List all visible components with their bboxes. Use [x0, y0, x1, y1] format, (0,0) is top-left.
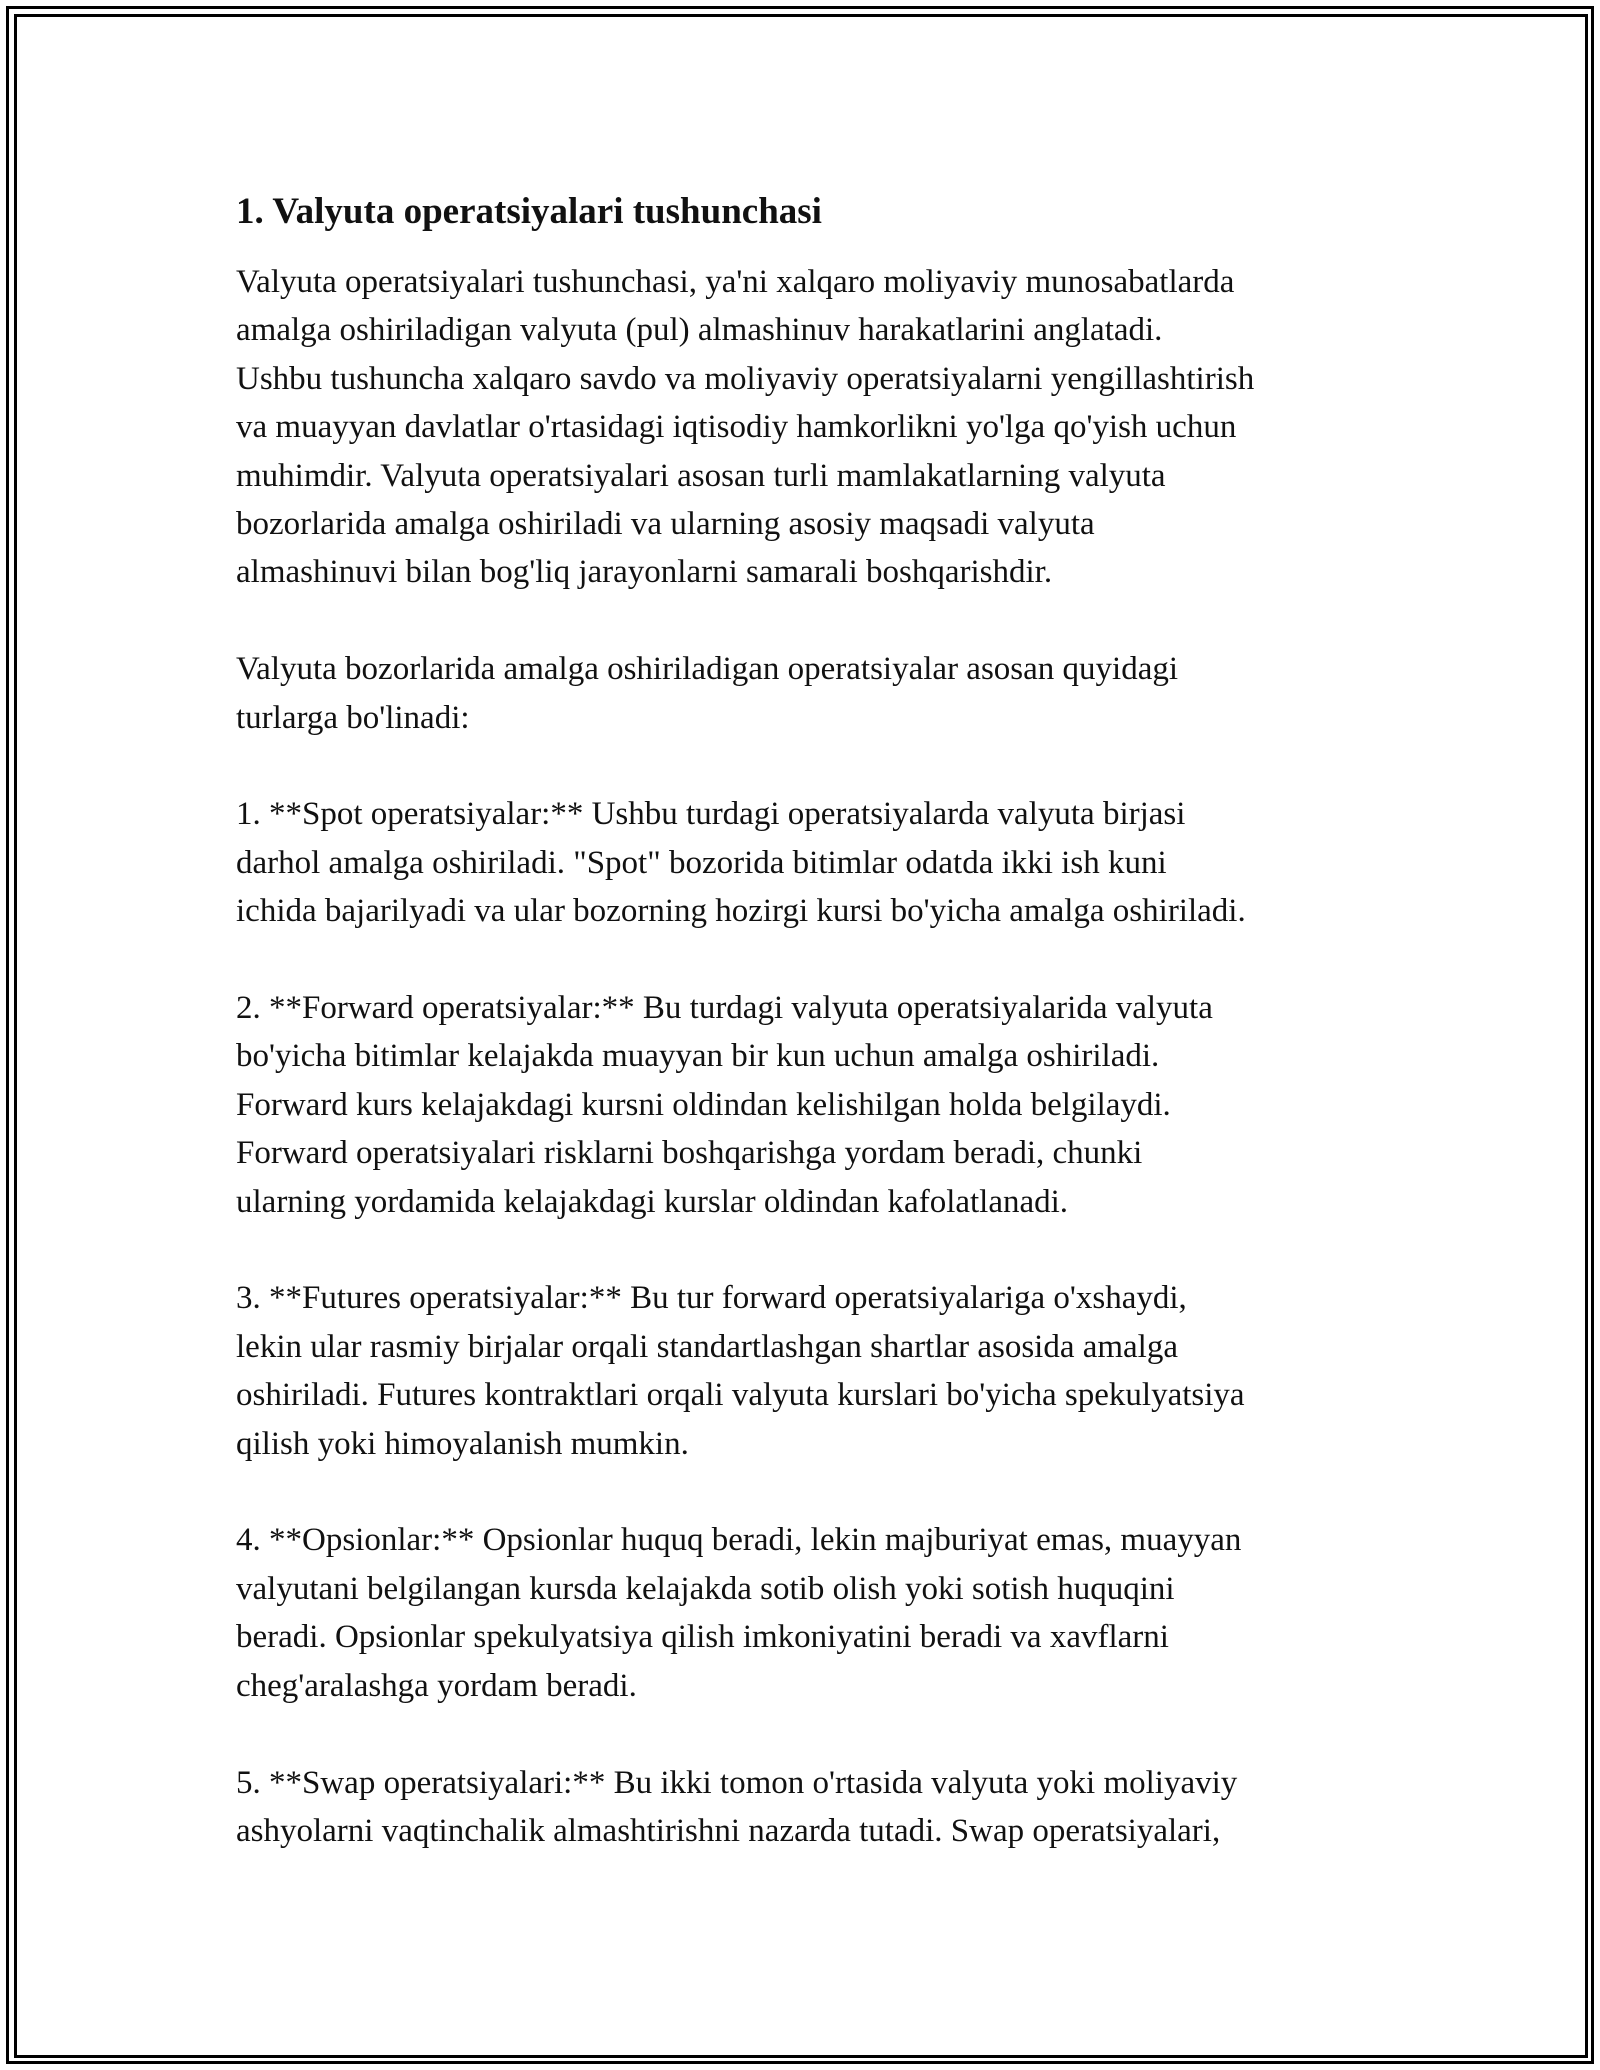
text-line: Valyuta bozorlarida amalga oshiriladigan operatsiyalar asosan quyidagi [236, 651, 1179, 688]
text-line: bozorlarida amalga oshiriladi va ularning asosiy maqsadi valyuta [236, 506, 1095, 543]
text-line: cheg'aralashga yordam beradi. [236, 1667, 637, 1704]
futures-operations-paragraph [236, 1274, 1406, 1468]
text-line: 3. **Futures operatsiyalar:** Bu tur forward operatsiyalariga o'xshaydi, [236, 1280, 1187, 1317]
text-line: valyutani belgilangan kursda kelajakda sotib olish yoki sotish huquqini [236, 1570, 1175, 1607]
intro-paragraph [236, 258, 1406, 597]
text-line: darhol amalga oshiriladi. "Spot" bozorida bitimlar odatda ikki ish kuni [236, 844, 1167, 881]
text-line: ichida bajarilyadi va ular bozorning hozirgi kursi bo'yicha amalga oshiriladi. [236, 893, 1246, 930]
text-line: 2. **Forward operatsiyalar:** Bu turdagi valyuta operatsiyalarida valyuta [236, 990, 1213, 1027]
text-line: lekin ular rasmiy birjalar orqali standartlashgan shartlar asosida amalga [236, 1328, 1178, 1365]
text-line: amalga oshiriladigan valyuta (pul) almashinuv harakatlarini anglatadi. [236, 312, 1163, 349]
text-line: Forward operatsiyalari risklarni boshqarishga yordam beradi, chunki [236, 1135, 1143, 1172]
document-title: 1. Valyuta operatsiyalari tushunchasi [236, 191, 822, 232]
options-paragraph [236, 1516, 1406, 1710]
text-line: ashyolarni vaqtinchalik almashtirishni nazarda tutadi. Swap operatsiyalari, [236, 1812, 1221, 1849]
text-line: 5. **Swap operatsiyalari:** Bu ikki tomon o'rtasida valyuta yoki moliyaviy [236, 1764, 1238, 1801]
document-body [236, 188, 1406, 1855]
text-line: turlarga bo'linadi: [236, 699, 470, 736]
forward-operations-paragraph [236, 984, 1406, 1226]
text-line: almashinuvi bilan bog'liq jarayonlarni samarali boshqarishdir. [236, 554, 1053, 591]
text-line: beradi. Opsionlar spekulyatsiya qilish imkoniyatini beradi va xavflarni [236, 1619, 1169, 1656]
text-line: qilish yoki himoyalanish mumkin. [236, 1425, 689, 1462]
text-line: Valyuta operatsiyalari tushunchasi, ya'ni xalqaro moliyaviy munosabatlarda [236, 264, 1235, 300]
text-line: bo'yicha bitimlar kelajakda muayyan bir kun uchun amalga oshiriladi. [236, 1038, 1160, 1075]
text-line: 4. **Opsionlar:** Opsionlar huquq beradi, lekin majburiyat emas, muayyan [236, 1522, 1242, 1559]
text-line: Ushbu tushuncha xalqaro savdo va moliyaviy operatsiyalarni yengillashtirish [236, 360, 1255, 397]
types-intro-paragraph [236, 645, 1406, 742]
text-line: va muayyan davlatlar o'rtasidagi iqtisodiy hamkorlikni yo'lga qo'yish uchun [236, 409, 1237, 446]
text-line: oshiriladi. Futures kontraktlari orqali valyuta kurslari bo'yicha spekulyatsiya [236, 1377, 1245, 1414]
text-line: muhimdir. Valyuta operatsiyalari asosan turli mamlakatlarning valyuta [236, 457, 1166, 494]
swap-operations-paragraph [236, 1759, 1406, 1856]
spot-operations-paragraph [236, 790, 1406, 935]
text-line: Forward kurs kelajakdagi kursni oldindan kelishilgan holda belgilaydi. [236, 1086, 1171, 1123]
text-line: 1. **Spot operatsiyalar:** Ushbu turdagi operatsiyalarda valyuta birjasi [236, 796, 1186, 833]
text-line: ularning yordamida kelajakdagi kurslar oldindan kafolatlanadi. [236, 1183, 1069, 1220]
